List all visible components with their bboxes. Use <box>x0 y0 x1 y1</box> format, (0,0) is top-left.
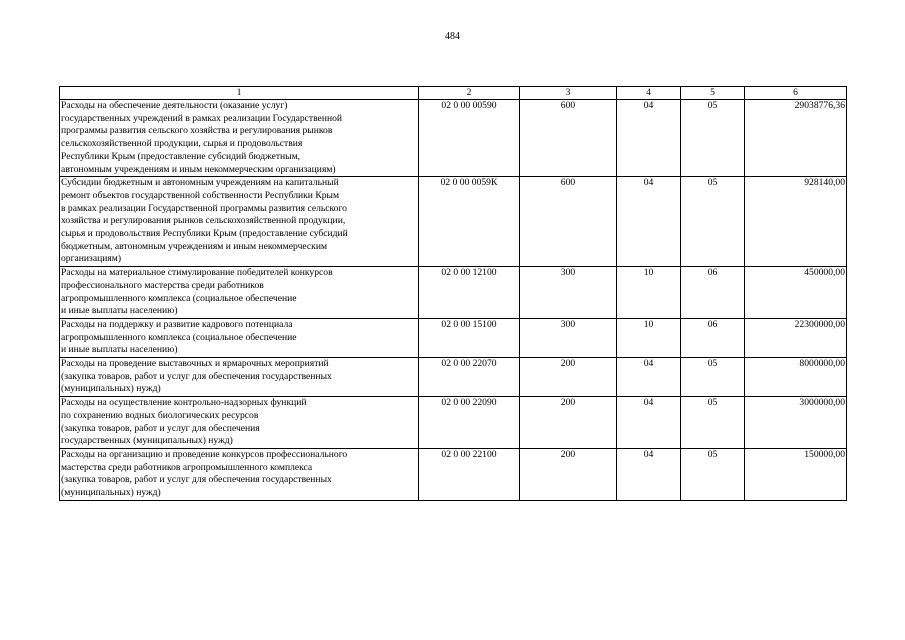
row-section: 04 <box>617 358 681 397</box>
row-subsection: 05 <box>681 448 745 500</box>
row-subsection: 05 <box>681 397 745 449</box>
row-type: 300 <box>520 318 617 357</box>
row-description: Расходы на поддержку и развитие кадрового потенциала агропромышленного комплекса (социальное обеспечение и иные выплаты населению) <box>60 318 419 357</box>
row-type: 200 <box>520 397 617 449</box>
row-type: 600 <box>520 100 617 177</box>
row-type: 300 <box>520 267 617 319</box>
row-description: Расходы на осуществление контрольно-надзорных функций по сохранению водных биологических ресурсов (закупка товаров, работ и услуг для обеспечения государственных (муниципальных) нужд) <box>60 397 419 449</box>
row-subsection: 06 <box>681 318 745 357</box>
table-row <box>60 318 847 357</box>
row-description: Расходы на обеспечение деятельности (оказание услуг) государственных учреждений в рамках реализации Государственной программы развития сельского хозяйства и регулирования рынков сельскохозяйственной продукции, сырья и продовольствия Республики Крым (предоставление субсидий бюджетным, автономным учреждениям и иным некоммерческим организациям) <box>60 100 419 177</box>
row-code: 02 0 00 15100 <box>419 318 520 357</box>
row-section: 04 <box>617 448 681 500</box>
row-section: 04 <box>617 177 681 267</box>
row-type: 200 <box>520 448 617 500</box>
row-description: Субсидии бюджетным и автономным учреждениям на капитальный ремонт объектов государственной собственности Республики Крым в рамках реализации Государственной программы развития сельского хозяйства и регулирования рынков сельскохозяйственной продукции, сырья и продовольствия Республики Крым (предоставление субсидий бюджетным, автономным учреждениям и иным некоммерческим организациям) <box>60 177 419 267</box>
table-row <box>60 100 847 177</box>
table-row <box>60 397 847 449</box>
header-cell-amount: 6 <box>745 87 847 100</box>
row-subsection: 05 <box>681 100 745 177</box>
row-description: Расходы на материальное стимулирование победителей конкурсов профессионального мастерства среди работников агропромышленного комплекса (социальное обеспечение и иные выплаты населению) <box>60 267 419 319</box>
table-row <box>60 177 847 267</box>
row-code: 02 0 00 0059К <box>419 177 520 267</box>
row-subsection: 06 <box>681 267 745 319</box>
budget-table <box>59 86 847 501</box>
row-amount: 450000,00 <box>745 267 847 319</box>
row-subsection: 05 <box>681 177 745 267</box>
row-code: 02 0 00 00590 <box>419 100 520 177</box>
header-row <box>60 87 847 100</box>
row-amount: 22300000,00 <box>745 318 847 357</box>
table-row <box>60 267 847 319</box>
row-amount: 928140,00 <box>745 177 847 267</box>
row-section: 10 <box>617 267 681 319</box>
row-section: 10 <box>617 318 681 357</box>
row-amount: 150000,00 <box>745 448 847 500</box>
page-number: 484 <box>445 31 460 42</box>
row-amount: 3000000,00 <box>745 397 847 449</box>
row-description: Расходы на проведение выставочных и ярмарочных мероприятий (закупка товаров, работ и услуг для обеспечения государственных (муниципальных) нужд) <box>60 358 419 397</box>
table-row <box>60 358 847 397</box>
table-row <box>60 448 847 500</box>
header-cell-section: 4 <box>617 87 681 100</box>
header-cell-code: 2 <box>419 87 520 100</box>
row-code: 02 0 00 22100 <box>419 448 520 500</box>
row-type: 200 <box>520 358 617 397</box>
row-subsection: 05 <box>681 358 745 397</box>
row-amount: 29038776,36 <box>745 100 847 177</box>
row-type: 600 <box>520 177 617 267</box>
row-description: Расходы на организацию и проведение конкурсов профессионального мастерства среди работников агропромышленного комплекса (закупка товаров, работ и услуг для обеспечения государственных (муниципальных) нужд) <box>60 448 419 500</box>
header-cell-type: 3 <box>520 87 617 100</box>
header-cell-description: 1 <box>60 87 419 100</box>
row-code: 02 0 00 22090 <box>419 397 520 449</box>
row-code: 02 0 00 12100 <box>419 267 520 319</box>
row-amount: 8000000,00 <box>745 358 847 397</box>
row-section: 04 <box>617 397 681 449</box>
row-section: 04 <box>617 100 681 177</box>
row-code: 02 0 00 22070 <box>419 358 520 397</box>
header-cell-subsection: 5 <box>681 87 745 100</box>
